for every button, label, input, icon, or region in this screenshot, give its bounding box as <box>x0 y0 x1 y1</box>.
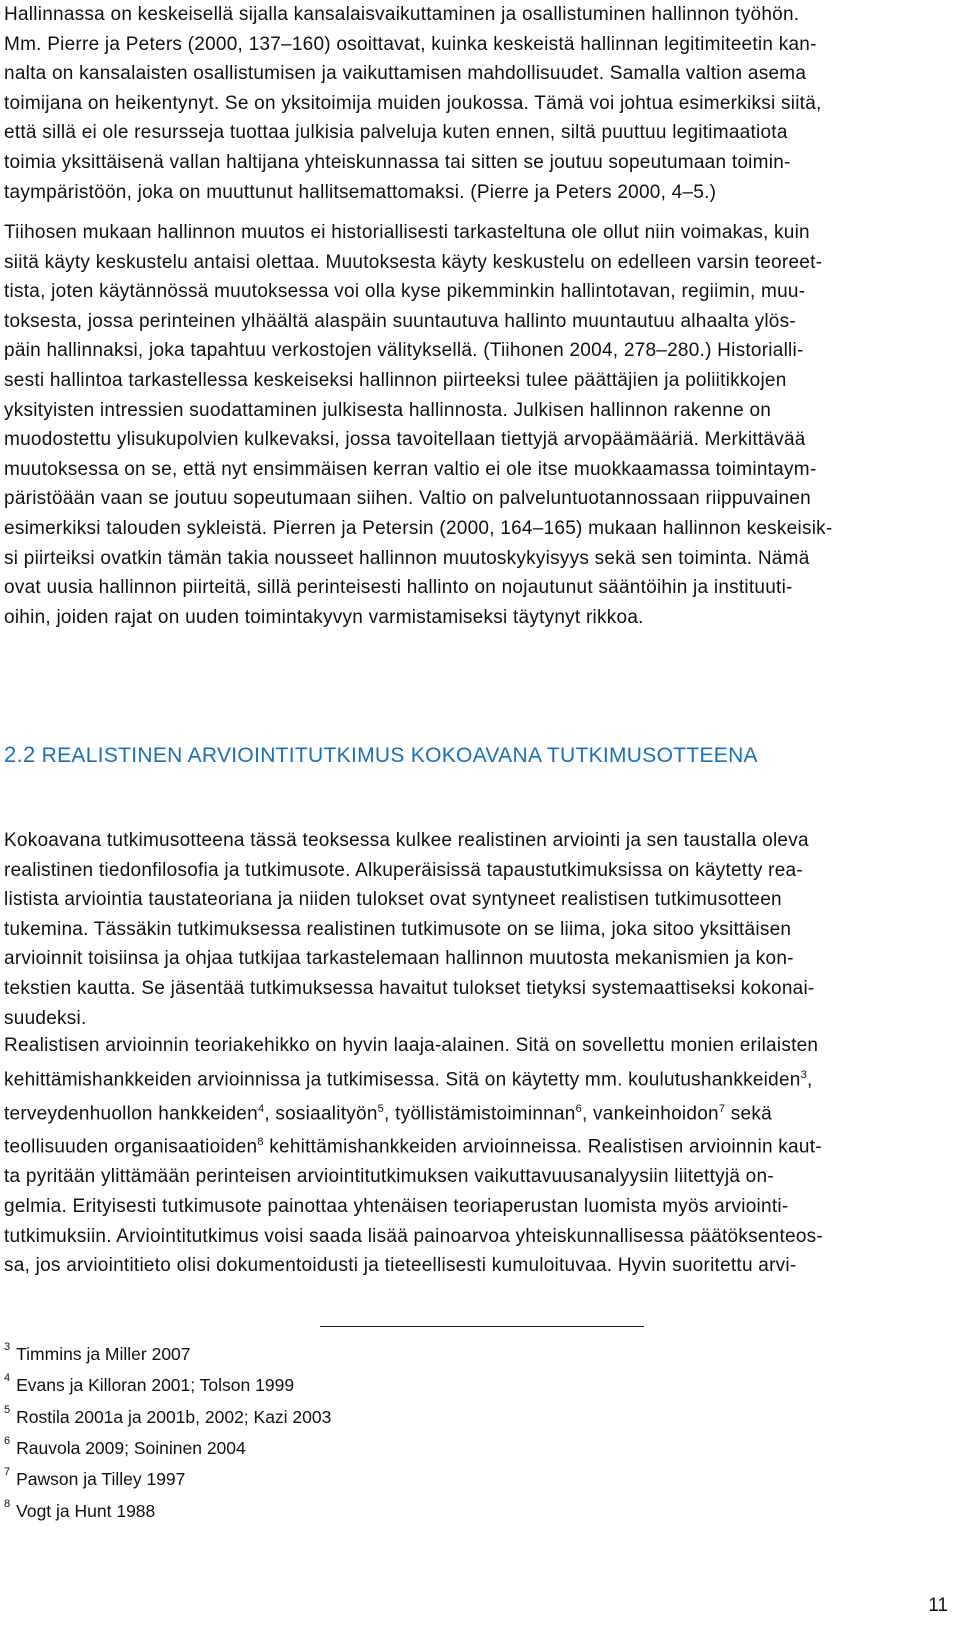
page-number: 11 <box>928 1595 948 1616</box>
text-fragment: terveydenhuollon hankkeiden <box>4 1102 258 1124</box>
footnote-text: Timmins ja Miller 2007 <box>16 1343 191 1364</box>
text-fragment: , sosiaalityön <box>264 1102 378 1124</box>
text-line: yksityisten intressien suodattaminen julkisesta hallinnosta. Julkisen hallinnon rakenne on <box>4 399 772 421</box>
text-line <box>4 1095 956 1129</box>
text-line: oihin, joiden rajat on uuden toimintakyvyn varmistamiseksi täytynyt rikkoa. <box>4 606 644 628</box>
text-line: gelmia. Erityisesti tutkimusote painottaa yhtenäisen teoriaperustan luomista myös arviointi- <box>4 1195 789 1217</box>
text-line: että sillä ei ole resursseja tuottaa julkisia palveluja kuten ennen, siltä puuttuu legitimaatiota <box>4 122 788 144</box>
text-fragment: teollisuuden organisaatioiden <box>4 1136 258 1158</box>
text-fragment: kehittämishankkeiden arvioinnissa ja tutkimisessa. Sitä on käytetty mm. koulutushankkeiden <box>4 1068 801 1090</box>
text-line: arvioinnit toisiinsa ja ohjaa tutkijaa tarkastelemaan hallinnon muutosta mekanismien ja kon- <box>4 948 794 970</box>
footnote-item <box>4 1400 704 1431</box>
paragraph-tiihonen <box>4 218 956 632</box>
text-line: sesti hallintoa tarkastellessa keskeiseksi hallinnon piirteeksi tulee päättäjien ja poliitikkojen <box>4 369 787 391</box>
section-heading <box>4 742 758 768</box>
text-fragment: sekä <box>725 1102 772 1124</box>
section-title: REALISTINEN ARVIOINTITUTKIMUS KOKOAVANA TUTKIMUSOTTEENA <box>41 744 758 767</box>
footnote-number: 3 <box>4 1341 11 1353</box>
text-fragment: , <box>806 1068 813 1090</box>
text-line: realistinen tiedonfilosofia ja tutkimusote. Alkuperäisissä tapaustutkimuksissa on käytetty rea- <box>4 859 803 881</box>
footnote-divider <box>320 1326 644 1327</box>
text-line: suudeksi. <box>4 1007 87 1029</box>
footnote-item <box>4 1337 704 1368</box>
footnote-list <box>4 1337 704 1525</box>
text-line: päin hallinnaksi, joka tapahtuu verkostojen välityksellä. (Tiihonen 2004, 278–280.) Historialli- <box>4 340 804 362</box>
footnote-number: 5 <box>4 1403 11 1416</box>
text-line: taympäristöön, joka on muuttunut hallitsemattomaksi. (Pierre ja Peters 2000, 4–5.) <box>4 181 717 203</box>
footnote-number: 7 <box>4 1466 11 1479</box>
footnote-ref[interactable]: 4 <box>257 1102 265 1115</box>
text-line: toksesta, jossa perinteinen ylhäältä alaspäin suuntautuva hallinto muuntautuu alhaalta ylös- <box>4 310 796 332</box>
text-fragment: , vankeinhoidon <box>582 1102 719 1124</box>
text-line: si piirteiksi ovatkin tämän takia nousseet hallinnon muutoskykyisyys sekä sen toiminta. Nämä <box>4 547 810 569</box>
text-line: esimerkiksi talouden sykleistä. Pierren ja Petersin (2000, 164–165) mukaan hallinnon keskeisik- <box>4 517 833 539</box>
footnote-ref[interactable]: 7 <box>718 1102 726 1115</box>
text-line: siitä käyty keskustelu antaisi olettaa. Muutoksesta käyty keskustelu on edelleen varsin teoreet- <box>4 251 823 273</box>
text-line: Hallinnassa on keskeisellä sijalla kansalaisvaikuttaminen ja osallistuminen hallinnon työhön. <box>4 4 800 25</box>
text-line <box>4 1128 956 1162</box>
footnote-ref[interactable]: 5 <box>377 1102 385 1115</box>
section-number: 2.2 <box>4 742 36 767</box>
text-line: tukemina. Tässäkin tutkimuksessa realistinen tutkimusote on se liima, joka sitoo yksittäisen <box>4 918 792 940</box>
text-fragment: kehittämishankkeiden arvioinneissa. Realistisen arvioinnin kaut- <box>263 1136 822 1158</box>
text-line: muutoksessa on se, että nyt ensimmäisen kerran valtio ei ole itse muokkaamassa toimintaym- <box>4 458 817 480</box>
footnote-number: 8 <box>4 1497 11 1510</box>
text-fragment: , työllistämistoiminnan <box>384 1102 576 1124</box>
footnote-text: Rauvola 2009; Soininen 2004 <box>16 1437 246 1458</box>
footnote-text: Vogt ja Hunt 1988 <box>16 1500 156 1521</box>
text-line: ta pyritään ylittämään perinteisen arviointitutkimuksen vaikuttavuusanalyysiin liitettyjä on- <box>4 1166 774 1188</box>
footnote-ref[interactable]: 3 <box>800 1068 807 1081</box>
text-line: toimia yksittäisenä vallan haltijana yhteiskunnassa tai sitten se joutuu sopeutumaan toimin- <box>4 151 791 173</box>
footnote-text: Pawson ja Tilley 1997 <box>16 1469 186 1490</box>
text-line: Kokoavana tutkimusotteena tässä teoksessa kulkee realistinen arviointi ja sen taustalla oleva <box>4 830 809 851</box>
text-line: tista, joten käytännössä muutoksessa voi olla kyse pikemminkin hallintotavan, regiimin, muu- <box>4 281 806 303</box>
footnote-item <box>4 1462 704 1493</box>
text-line: tekstien kautta. Se jäsentää tutkimuksessa havaitut tulokset tietyksi systemaattiseksi kokonai- <box>4 977 815 999</box>
paragraph-framework <box>4 1031 956 1281</box>
paragraph-approach <box>4 826 956 1033</box>
text-line <box>4 1061 956 1095</box>
text-line: Mm. Pierre ja Peters (2000, 137–160) osoittavat, kuinka keskeistä hallinnan legitimiteetin kan- <box>4 33 817 55</box>
footnote-number: 4 <box>4 1372 11 1385</box>
text-line: ovat uusia hallinnon piirteitä, sillä perinteisesti hallinto on nojautunut sääntöihin ja instituuti- <box>4 577 793 599</box>
text-line: tutkimuksiin. Arviointitutkimus voisi saada lisää painoarvoa yhteiskunnallisessa päätöksenteos- <box>4 1225 823 1247</box>
footnote-item <box>4 1494 704 1525</box>
paragraph-governance <box>4 0 956 207</box>
text-line: päristöään vaan se joutuu sopeutumaan siihen. Valtio on palveluntuotannossaan riippuvainen <box>4 488 811 510</box>
text-line: muodostettu ylisukupolvien kulkevaksi, jossa tavoitellaan tiettyjä arvopäämääriä. Merkittävää <box>4 429 806 451</box>
footnote-text: Rostila 2001a ja 2001b, 2002; Kazi 2003 <box>16 1406 332 1427</box>
footnote-text: Evans ja Killoran 2001; Tolson 1999 <box>16 1375 295 1396</box>
text-line: listista arviointia taustateoriana ja niiden tulokset ovat syntyneet realistisen tutkimusotteen <box>4 889 782 911</box>
text-line: toimijana on heikentynyt. Se on yksitoimija muiden joukossa. Tämä voi johtua esimerkiksi siitä, <box>4 92 822 114</box>
text-line: Tiihosen mukaan hallinnon muutos ei historiallisesti tarkasteltuna ole ollut niin voimakas, kuin <box>4 222 810 243</box>
text-line: Realistisen arvioinnin teoriakehikko on hyvin laaja-alainen. Sitä on sovellettu monien erilaisten <box>4 1035 819 1056</box>
footnote-number: 6 <box>4 1434 11 1447</box>
footnote-ref[interactable]: 8 <box>257 1136 264 1149</box>
text-line: nalta on kansalaisten osallistumisen ja vaikuttamisen mahdollisuudet. Samalla valtion asema <box>4 63 807 85</box>
footnote-item <box>4 1368 704 1399</box>
footnote-ref[interactable]: 6 <box>575 1102 582 1115</box>
text-line: sa, jos arviointitieto olisi dokumentoidusti ja tieteellisesti kumuloituvaa. Hyvin suoritettu arvi- <box>4 1255 797 1277</box>
footnote-item <box>4 1431 704 1462</box>
